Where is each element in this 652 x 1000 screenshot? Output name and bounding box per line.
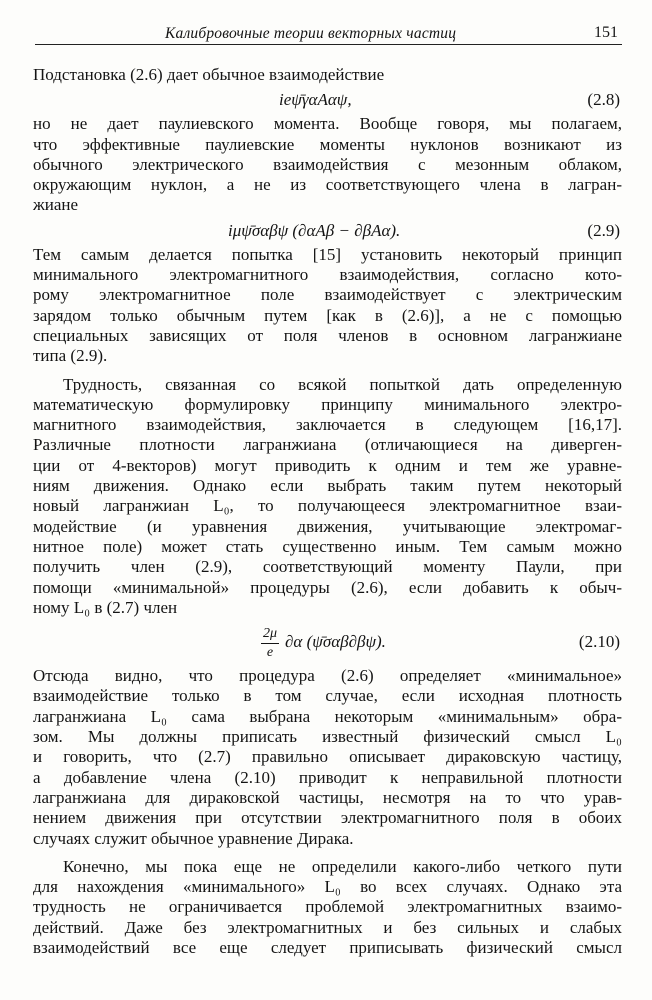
text-line: действий. Даже без электромагнитных и без сильных и слабых [33,917,622,937]
fraction-numerator: 2μ [261,627,279,644]
page-number: 151 [594,24,618,41]
text-line: ции от 4-векторов) могут приводить к одним и тем же уравне- [33,455,622,475]
text-line: математическую формулировку принципу минимального электро- [33,394,622,414]
text-line: специальных зависящих от поля членов в основном лагранжиане [33,325,622,345]
text-line: окружающим нуклон, а не из соответствующего члена в лагран- [33,175,622,195]
equation-2-9 [33,216,622,245]
equation-number: (2.9) [587,220,620,240]
text-line: типа (2.9). [33,346,108,366]
text-line: модействие (и уравнения движения, учитывающие электромаг- [33,516,622,536]
text-line: рому электромагнитное поле взаимодействует с электрическим [33,285,622,305]
text-line: нением движения при отсутствии электромагнитного поля в обоих [33,808,622,828]
text-line: Подстановка (2.6) дает обычное взаимодействие [33,65,385,84]
text-line: Тем самым делается попытка [15] установить некоторый принцип [33,244,622,264]
running-head [35,22,622,45]
equation-2-8 [33,85,622,114]
text-line: получить член (2.9), соответствующий моменту Паули, при [33,557,622,577]
equation-formula: ieψ̄γαAαψ, [279,90,352,110]
body-text [33,65,622,958]
equation-formula [261,618,386,666]
text-line: ниям движения. Однако если выбрать таким путем некоторый [33,476,622,496]
text-line: жиане [33,195,79,215]
equation-formula: iμψ̄σαβψ (∂αAβ − ∂βAα). [228,220,401,240]
equation-number: (2.8) [587,90,620,110]
text-line: лагранжиана L₀ сама выбрана некоторым «минимальным» обра- [33,706,622,726]
text-line: новый лагранжиан L₀, то получающееся электромагнитное взаи- [33,496,622,516]
text-line: лагранжиана для дираковской частицы, несмотря на то что урав- [33,787,622,807]
text-line: случаях служит обычное уравнение Дирака. [33,828,354,848]
text-line: трудность не ограничивается проблемой электромагнитных взаимо- [33,897,622,917]
text-line: взаимодействий все еще следует приписывать физический смысл [33,937,622,957]
text-line: Трудность, связанная со всякой попыткой дать определенную [63,374,622,394]
text-line: а добавление члена (2.10) приводит к неправильной плотности [33,767,622,787]
text-line: ному L₀ в (2.7) член [33,597,178,617]
equation-rest: ∂α (ψ̄σαβ∂βψ). [285,632,386,652]
text-line: минимального электромагнитного взаимодействия, согласно кото- [33,265,622,285]
text-line: магнитного взаимодействия, заключается в следующем [16,17]. [33,415,622,435]
fraction-denominator: e [266,644,274,660]
text-line: зом. Мы должны приписать известный физический смысл L₀ [33,727,622,747]
text-line: обычного электрического взаимодействия с мезонным облаком, [33,154,622,174]
text-line: но не дает паулиевского момента. Вообще говоря, мы полагаем, [33,114,622,134]
text-line: помощи «минимальной» процедуры (2.6), если добавить к обыч- [33,577,622,597]
running-title: Калибровочные теории векторных частиц [165,25,457,42]
equation-2-10 [33,618,622,666]
text-line: Конечно, мы пока еще не определили какого-либо четкого пути [63,856,622,876]
text-line: нитное поле) может стать существенно иным. Тем самым можно [33,536,622,556]
fraction [261,627,279,660]
text-line: зарядом только обычным путем [как в (2.6)], а не с помощью [33,305,622,325]
text-line: Отсюда видно, что процедура (2.6) определяет «минимальное» [33,666,622,686]
equation-number: (2.10) [578,632,620,652]
text-line: и говорить, что (2.7) правильно описывает дираковскую частицу, [33,747,622,767]
text-line: Различные плотности лагранжиана (отличающиеся на диверген- [33,435,622,455]
text-line: взаимодействие только в том случае, если исходная плотность [33,686,622,706]
text-line: что эффективные паулиевские моменты нуклонов возникают из [33,134,622,154]
text-line: для нахождения «минимального» L₀ во всех случаях. Однако эта [33,877,622,897]
